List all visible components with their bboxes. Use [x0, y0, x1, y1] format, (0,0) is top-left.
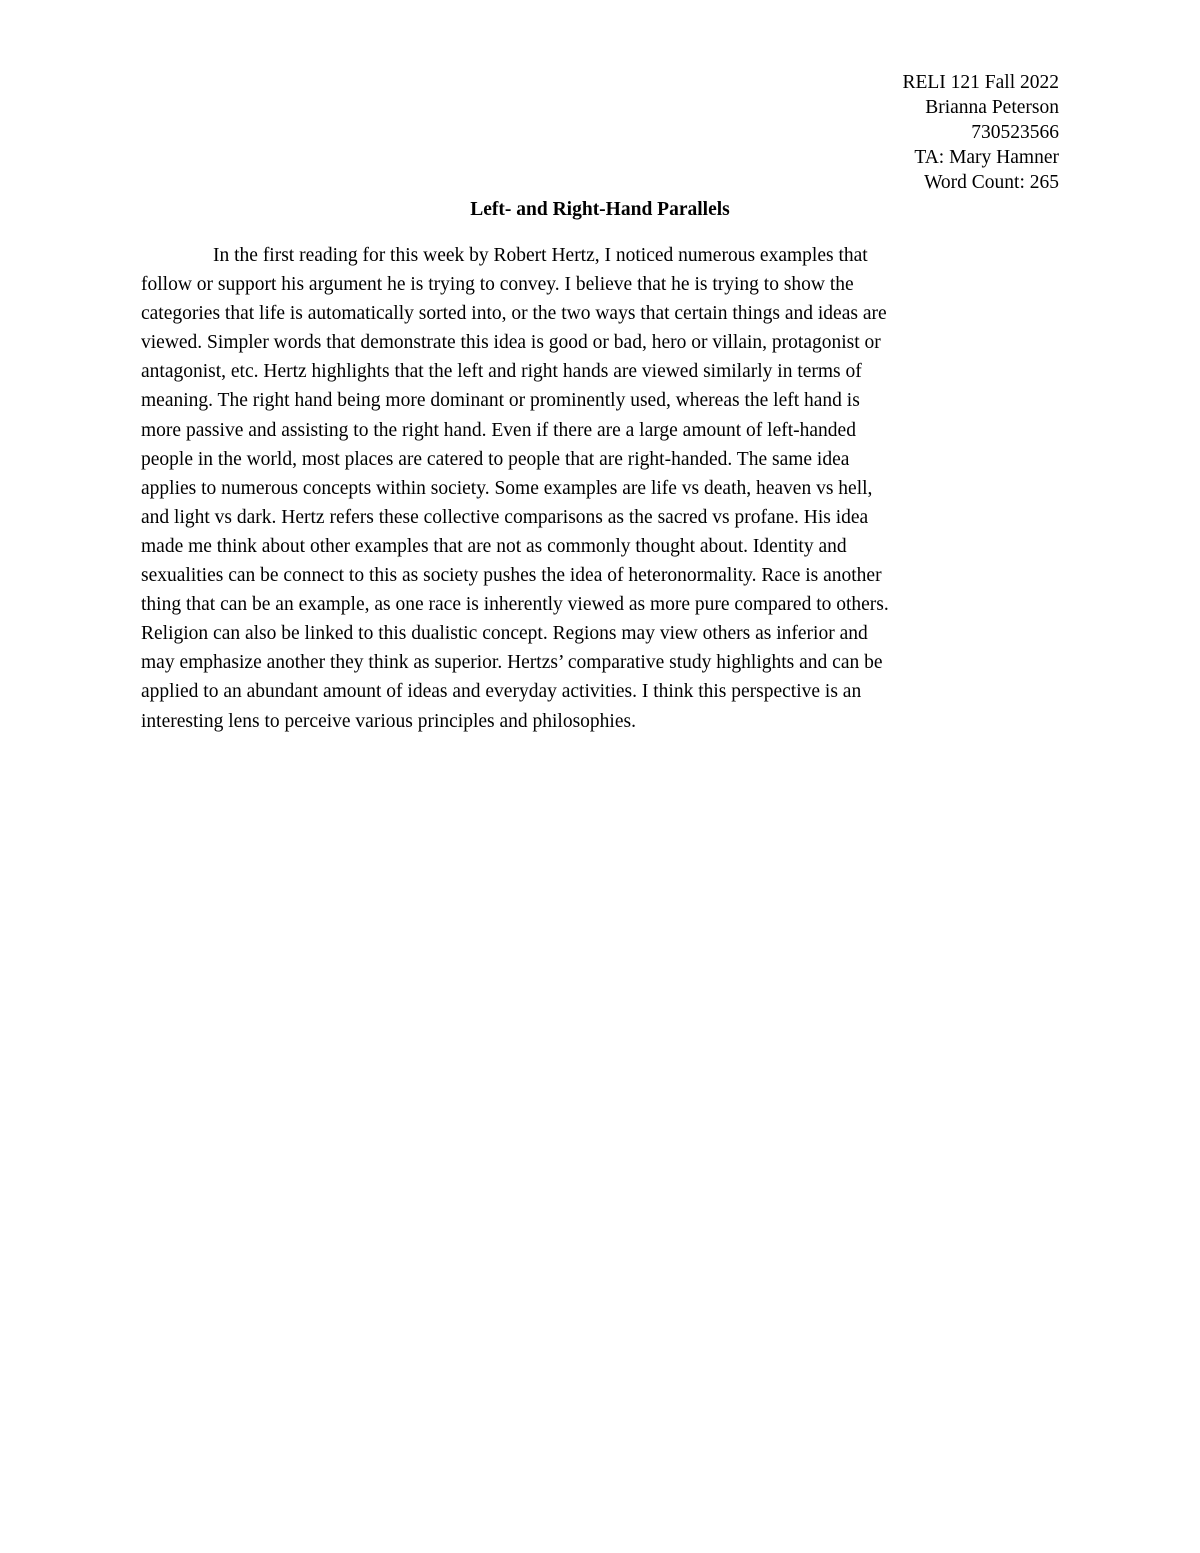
body-line: interesting lens to perceive various principles and philosophies.: [141, 710, 636, 732]
body-line: may emphasize another they think as superior. Hertzs’ comparative study highlights and can be: [141, 652, 883, 674]
body-line: antagonist, etc. Hertz highlights that the left and right hands are viewed similarly in terms of: [141, 361, 862, 383]
course-line: RELI 121 Fall 2022: [902, 72, 1059, 93]
body-line: more passive and assisting to the right hand. Even if there are a large amount of left-handed: [141, 419, 856, 441]
document-title: Left- and Right-Hand Parallels: [470, 199, 730, 220]
body-paragraph: [141, 241, 1061, 736]
body-line: and light vs dark. Hertz refers these collective comparisons as the sacred vs profane. His idea: [141, 506, 869, 528]
ta-line: TA: Mary Hamner: [914, 147, 1059, 168]
word-count-line: Word Count: 265: [924, 172, 1059, 193]
body-line: people in the world, most places are catered to people that are right-handed. The same idea: [141, 448, 850, 470]
header-block: [902, 70, 1059, 195]
body-line: meaning. The right hand being more dominant or prominently used, whereas the left hand is: [141, 390, 860, 412]
body-line: categories that life is automatically sorted into, or the two ways that certain things and ideas are: [141, 303, 887, 325]
body-line: Religion can also be linked to this dualistic concept. Regions may view others as inferior and: [141, 623, 868, 645]
body-line: applied to an abundant amount of ideas and everyday activities. I think this perspective is an: [141, 681, 862, 703]
body-line: follow or support his argument he is trying to convey. I believe that he is trying to show the: [141, 274, 854, 296]
body-line: made me think about other examples that are not as commonly thought about. Identity and: [141, 535, 847, 557]
student-id-line: 730523566: [971, 122, 1059, 143]
body-line: viewed. Simpler words that demonstrate this idea is good or bad, hero or villain, protagonist or: [141, 332, 881, 354]
body-line: In the first reading for this week by Robert Hertz, I noticed numerous examples that: [213, 245, 868, 266]
body-line: thing that can be an example, as one race is inherently viewed as more pure compared to others.: [141, 594, 889, 616]
student-name-line: Brianna Peterson: [925, 97, 1059, 118]
body-line: sexualities can be connect to this as society pushes the idea of heteronormality. Race is another: [141, 565, 882, 587]
body-line: applies to numerous concepts within society. Some examples are life vs death, heaven vs hell,: [141, 477, 873, 499]
